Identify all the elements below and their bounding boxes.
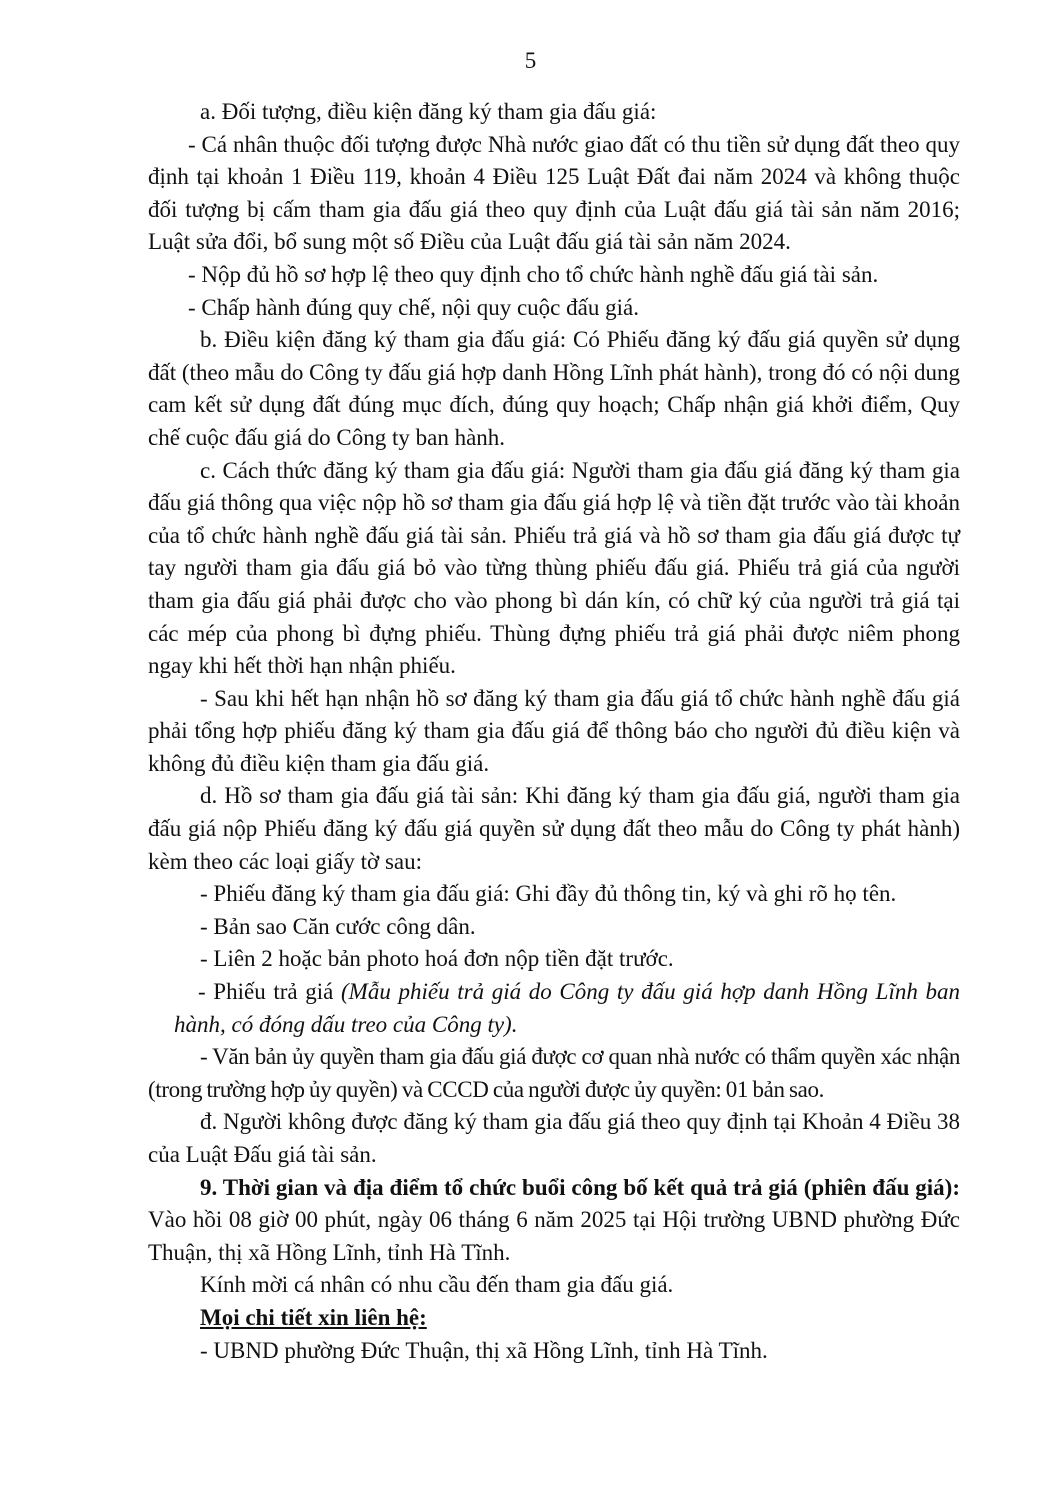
- section-a-bullet-2: - Nộp đủ hồ sơ hợp lệ theo quy định cho tổ chức hành nghề đấu giá tài sản.: [188, 261, 879, 287]
- section-9-heading: 9. Thời gian và địa điểm tổ chức buổi công bố kết quả trả giá (phiên đấu giá):: [200, 1174, 960, 1200]
- contact-heading: Mọi chi tiết xin liên hệ:: [200, 1304, 427, 1330]
- section-d-item-5: - Văn bản ủy quyền tham gia đấu giá được cơ quan nhà nước có thẩm quyền xác nhận (trong trường hợp ủy quyền) và CCCD của người được ủy quyền: 01 bản sao.: [148, 1044, 960, 1102]
- section-9-paragraph: [148, 1172, 960, 1270]
- section-d-item-4: [148, 976, 960, 1041]
- section-d-item-4-prefix: - Phiếu trả giá: [198, 979, 342, 1005]
- section-a-bullet-3: - Chấp hành đúng quy chế, nội quy cuộc đấu giá.: [188, 294, 639, 320]
- section-c-paragraph: c. Cách thức đăng ký tham gia đấu giá: Người tham gia đấu giá đăng ký tham gia đấu giá thông qua việc nộp hồ sơ tham gia đấu giá hợp lệ và tiền đặt trước vào tài khoản của tổ chức hành nghề đấu giá tài sản. Phiếu trả giá và hồ sơ tham gia đấu giá được tự tay người tham gia đấu giá bỏ vào từng thùng phiếu đấu giá. Phiếu trả giá của người tham gia đấu giá phải được cho vào phong bì dán kín, có chữ ký của người trả giá tại các mép của phong bì đựng phiếu. Thùng đựng phiếu trả giá phải được niêm phong ngay khi hết thời hạn nhận phiếu.: [148, 457, 960, 679]
- section-c-bullet: - Sau khi hết hạn nhận hồ sơ đăng ký tham gia đấu giá tổ chức hành nghề đấu giá phải tổng hợp phiếu đăng ký tham gia đấu giá để thông báo cho người đủ điều kiện và không đủ điều kiện tham gia đấu giá.: [148, 685, 960, 776]
- section-d-item-2: - Bản sao Căn cước công dân.: [200, 913, 476, 939]
- invitation-text: Kính mời cá nhân có nhu cầu đến tham gia đấu giá.: [200, 1272, 674, 1298]
- section-9-text: Vào hồi 08 giờ 00 phút, ngày 06 tháng 6 năm 2025 tại Hội trường UBND phường Đức Thuận, thị xã Hồng Lĩnh, tỉnh Hà Tĩnh.: [148, 1207, 960, 1265]
- section-dd-paragraph: đ. Người không được đăng ký tham gia đấu giá theo quy định tại Khoản 4 Điều 38 của Luật Đấu giá tài sản.: [148, 1109, 960, 1167]
- section-d-item-4-italic: (Mẫu phiếu trả giá do Công ty đấu giá hợp danh Hồng Lĩnh ban hành, có đóng dấu treo của Công ty).: [174, 979, 961, 1037]
- section-b-paragraph: b. Điều kiện đăng ký tham gia đấu giá: Có Phiếu đăng ký đấu giá quyền sử dụng đất (theo mẫu do Công ty đấu giá hợp danh Hồng Lĩnh phát hành), trong đó có nội dung cam kết sử dụng đất đúng mục đích, đúng quy hoạch; Chấp nhận giá khởi điểm, Quy chế cuộc đấu giá do Công ty ban hành.: [148, 327, 960, 450]
- document-body: [148, 96, 960, 1367]
- section-d-item-3: - Liên 2 hoặc bản photo hoá đơn nộp tiền đặt trước.: [200, 946, 674, 972]
- section-d-item-1: - Phiếu đăng ký tham gia đấu giá: Ghi đầy đủ thông tin, ký và ghi rõ họ tên.: [200, 881, 897, 907]
- contact-item-1: - UBND phường Đức Thuận, thị xã Hồng Lĩnh, tỉnh Hà Tĩnh.: [200, 1337, 768, 1363]
- section-a-bullet-1: - Cá nhân thuộc đối tượng được Nhà nước giao đất có thu tiền sử dụng đất theo quy định tại khoản 1 Điều 119, khoản 4 Điều 125 Luật Đất đai năm 2024 và không thuộc đối tượng bị cấm tham gia đấu giá theo quy định của Luật đấu giá tài sản năm 2016; Luật sửa đổi, bổ sung một số Điều của Luật đấu giá tài sản năm 2024.: [148, 131, 960, 255]
- section-d-paragraph: d. Hồ sơ tham gia đấu giá tài sản: Khi đăng ký tham gia đấu giá, người tham gia đấu giá nộp Phiếu đăng ký đấu giá quyền sử dụng đất theo mẫu do Công ty phát hành) kèm theo các loại giấy tờ sau:: [148, 783, 960, 874]
- page-number: 5: [524, 48, 537, 73]
- contact-heading-row: [148, 1302, 960, 1335]
- section-a-heading: a. Đối tượng, điều kiện đăng ký tham gia đấu giá:: [200, 99, 657, 124]
